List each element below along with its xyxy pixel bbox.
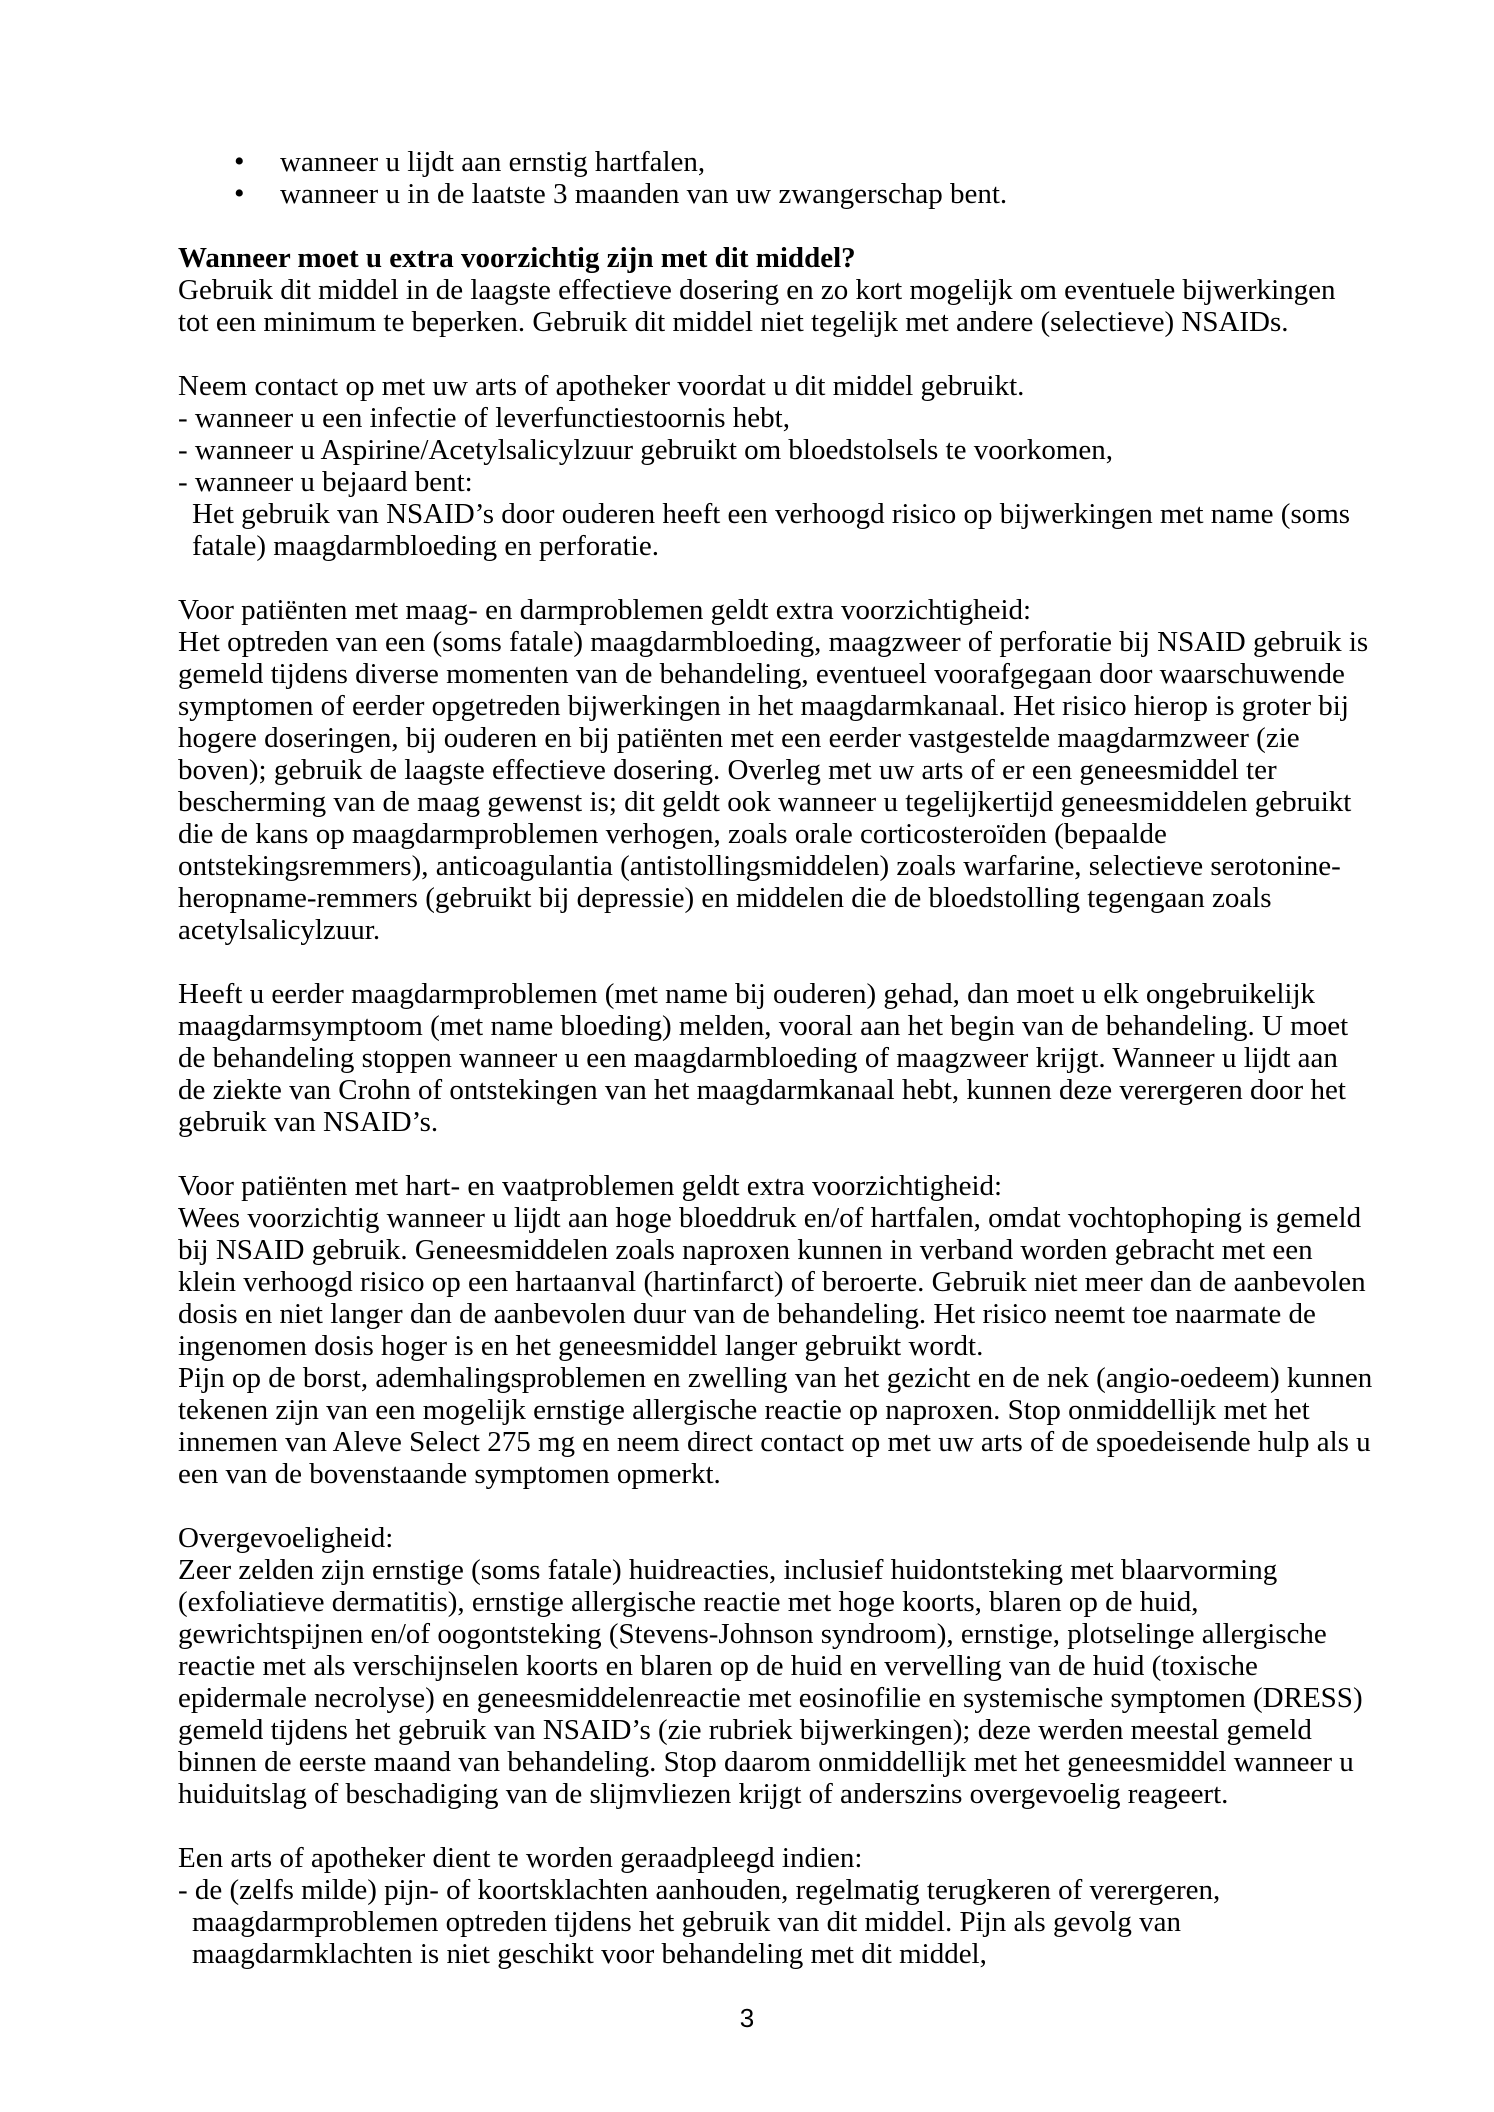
text-line: hogere doseringen, bij ouderen en bij patiënten met een eerder vastgestelde maagdarmzweer (zie: [178, 722, 1300, 754]
text-line: symptomen of eerder opgetreden bijwerkingen in het maagdarmkanaal. Het risico hierop is groter bij: [178, 690, 1349, 722]
text-line: dosis en niet langer dan de aanbevolen duur van de behandeling. Het risico neemt toe naarmate de: [178, 1298, 1316, 1330]
text-line: Zeer zelden zijn ernstige (soms fatale) huidreacties, inclusief huidontsteking met blaarvorming: [178, 1554, 1278, 1586]
text-line: ontstekingsremmers), anticoagulantia (antistollingsmiddelen) zoals warfarine, selectieve serotonine-: [178, 850, 1341, 882]
text-line: Een arts of apotheker dient te worden geraadpleegd indien:: [178, 1842, 863, 1874]
text-line: maagdarmproblemen optreden tijdens het gebruik van dit middel. Pijn als gevolg van: [192, 1906, 1181, 1938]
text-line: gemeld tijdens diverse momenten van de behandeling, eventueel voorafgegaan door waarschuwende: [178, 658, 1345, 690]
blank-line: [178, 210, 1378, 242]
bullet-icon: •: [234, 145, 245, 178]
text-line: klein verhoogd risico op een hartaanval (hartinfarct) of beroerte. Gebruik niet meer dan de aanbevolen: [178, 1266, 1366, 1298]
text-line: boven); gebruik de laagste effectieve dosering. Overleg met uw arts of er een geneesmiddel ter: [178, 754, 1277, 786]
blank-line: [178, 1490, 1378, 1522]
text-line: huiduitslag of beschadiging van de slijmvliezen krijgt of anderszins overgevoelig reageert.: [178, 1778, 1229, 1810]
blank-line: [178, 946, 1378, 978]
text-line: een van de bovenstaande symptomen opmerkt.: [178, 1458, 721, 1490]
page-content: [178, 146, 1378, 1970]
text-line: acetylsalicylzuur.: [178, 914, 381, 946]
bullet-icon: •: [234, 177, 245, 210]
text-line: die de kans op maagdarmproblemen verhogen, zoals orale corticosteroïden (bepaalde: [178, 818, 1167, 850]
text-line: de ziekte van Crohn of ontstekingen van het maagdarmkanaal hebt, kunnen deze verergeren door het: [178, 1074, 1346, 1106]
text-line: Neem contact op met uw arts of apotheker voordat u dit middel gebruikt.: [178, 370, 1025, 402]
text-line: Gebruik dit middel in de laagste effectieve dosering en zo kort mogelijk om eventuele bijwerkingen: [178, 274, 1336, 306]
text-line: heropname-remmers (gebruikt bij depressie) en middelen die de bloedstolling tegengaan zoals: [178, 882, 1272, 914]
text-line: - de (zelfs milde) pijn- of koortsklachten aanhouden, regelmatig terugkeren of verergeren,: [178, 1874, 1221, 1906]
text-line: Pijn op de borst, ademhalingsproblemen en zwelling van het gezicht en de nek (angio-oedeem) kunnen: [178, 1362, 1373, 1394]
text-line: - wanneer u Aspirine/Acetylsalicylzuur gebruikt om bloedstolsels te voorkomen,: [178, 434, 1114, 466]
text-line: innemen van Aleve Select 275 mg en neem direct contact op met uw arts of de spoedeisende hulp als u: [178, 1426, 1371, 1458]
text-line: - wanneer u bejaard bent:: [178, 466, 473, 498]
text-line: Heeft u eerder maagdarmproblemen (met name bij ouderen) gehad, dan moet u elk ongebruikelijk: [178, 978, 1316, 1010]
text-line: Overgevoeligheid:: [178, 1522, 394, 1554]
text-line: (exfoliatieve dermatitis), ernstige allergische reactie met hoge koorts, blaren op de huid,: [178, 1586, 1199, 1618]
text-line: bij NSAID gebruik. Geneesmiddelen zoals naproxen kunnen in verband worden gebracht met een: [178, 1234, 1313, 1266]
text-line: maagdarmsymptoom (met name bloeding) melden, vooral aan het begin van de behandeling. U moet: [178, 1010, 1349, 1042]
blank-line: [178, 562, 1378, 594]
text-line: Voor patiënten met maag- en darmproblemen geldt extra voorzichtigheid:: [178, 594, 1032, 626]
blank-line: [178, 338, 1378, 370]
text-line: - wanneer u een infectie of leverfunctiestoornis hebt,: [178, 402, 790, 434]
text-line: maagdarmklachten is niet geschikt voor behandeling met dit middel,: [192, 1938, 987, 1970]
section-heading: Wanneer moet u extra voorzichtig zijn met dit middel?: [178, 242, 856, 274]
text-line: Het gebruik van NSAID’s door ouderen heeft een verhoogd risico op bijwerkingen met name (soms: [192, 498, 1351, 530]
text-line: de behandeling stoppen wanneer u een maagdarmbloeding of maagzweer krijgt. Wanneer u lijdt aan: [178, 1042, 1338, 1074]
text-line: tekenen zijn van een mogelijk ernstige allergische reactie op naproxen. Stop onmiddellijk met het: [178, 1394, 1310, 1426]
page-number: 3: [739, 2003, 755, 2033]
text-line: reactie met als verschijnselen koorts en blaren op de huid en vervelling van de huid (toxische: [178, 1650, 1258, 1682]
bullet-item-text: wanneer u in de laatste 3 maanden van uw zwangerschap bent.: [280, 178, 1008, 210]
text-line: tot een minimum te beperken. Gebruik dit middel niet tegelijk met andere (selectieve) NSAIDs.: [178, 306, 1289, 338]
text-line: gemeld tijdens het gebruik van NSAID’s (zie rubriek bijwerkingen); deze werden meestal gemeld: [178, 1714, 1312, 1746]
blank-line: [178, 1810, 1378, 1842]
text-line: Wees voorzichtig wanneer u lijdt aan hoge bloeddruk en/of hartfalen, omdat vochtophoping is gemeld: [178, 1202, 1362, 1234]
text-line: bescherming van de maag gewenst is; dit geldt ook wanneer u tegelijkertijd geneesmiddelen gebruikt: [178, 786, 1352, 818]
bullet-item: [178, 146, 1378, 178]
text-line: binnen de eerste maand van behandeling. Stop daarom onmiddellijk met het geneesmiddel wanneer u: [178, 1746, 1354, 1778]
text-line: Voor patiënten met hart- en vaatproblemen geldt extra voorzichtigheid:: [178, 1170, 1003, 1202]
blank-line: [178, 1138, 1378, 1170]
text-line: fatale) maagdarmbloeding en perforatie.: [192, 530, 659, 562]
bullet-item: [178, 178, 1378, 210]
bullet-item-text: wanneer u lijdt aan ernstig hartfalen,: [280, 146, 706, 178]
text-line: gewrichtspijnen en/of oogontsteking (Stevens-Johnson syndroom), ernstige, plotselinge allergische: [178, 1618, 1327, 1650]
text-line: ingenomen dosis hoger is en het geneesmiddel langer gebruikt wordt.: [178, 1330, 984, 1362]
text-line: Het optreden van een (soms fatale) maagdarmbloeding, maagzweer of perforatie bij NSAID gebruik is: [178, 626, 1369, 658]
text-line: gebruik van NSAID’s.: [178, 1106, 439, 1138]
text-line: epidermale necrolyse) en geneesmiddelenreactie met eosinofilie en systemische symptomen (DRESS): [178, 1682, 1363, 1714]
